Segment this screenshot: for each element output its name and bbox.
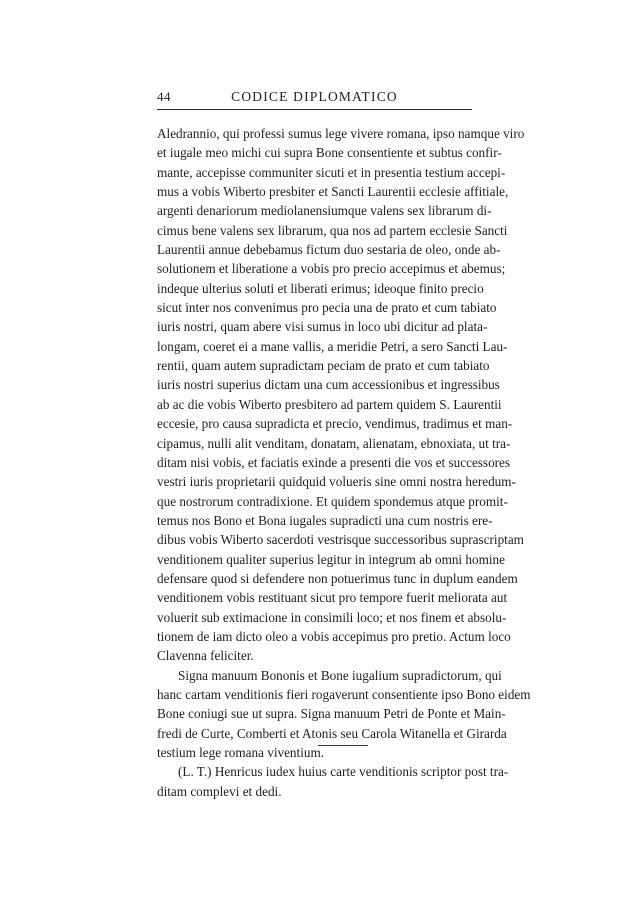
running-title: CODICE DIPLOMATICO [231,89,398,104]
text-line: temus nos Bono et Bona iugales supradicti una cum nostris ere- [157,512,493,528]
text-line: cimus bene valens sex librarum, qua nos ad partem ecclesie Sancti [157,222,508,238]
text-line: ab ac die vobis Wiberto presbitero ad partem quidem S. Laurentii [157,396,502,412]
text-line: testium lege romana viventium. [157,745,325,760]
text-line: iuris nostri, quam abere visi sumus in loco ubi dicitur ad plata- [157,319,488,335]
closing-rule [318,745,368,746]
header-rule [157,109,472,110]
text-line: venditionem qualiter superius legitur in integrum ab omni homine [157,551,505,567]
charter-text [157,124,531,801]
text-line: Bone coniugi sue ut supra. Signa manuum Petri de Ponte et Main- [157,706,506,722]
text-line: argenti denariorum mediolanensiumque valens sex librarum di- [157,203,492,219]
text-line: rentii, quam autem supradictam peciam de prato et cum tabiato [157,358,490,374]
text-line: venditionem vobis restituant sicut pro tempore fuerit meliorata aut [157,590,508,606]
text-line: mante, accepisse communiter sicuti et in presentia testium accepi- [157,164,506,180]
text-line: iuris nostri superius dictam una cum accessionibus et ingressibus [157,377,500,393]
text-line: Aledrannio, qui professi sumus lege vivere romana, ipso namque viro [157,126,525,141]
text-line: defensare quod si defendere non potuerimus tunc in duplum eandem [157,570,518,586]
text-line: hanc cartam venditionis fieri rogaverunt consentiente ipso Bono eidem [157,686,531,702]
text-line: cipamus, nulli alit venditam, donatam, alienatam, ebnoxiata, ut tra- [157,435,511,451]
text-line: longam, coeret ei a mane vallis, a meridie Petri, a sero Sancti Lau- [157,338,508,354]
text-line: vestri iuris proprietarii quidquid volueris sine omni nostra heredum- [157,474,516,490]
text-line: dibus vobis Wiberto sacerdoti vestrisque successoribus suprascriptam [157,532,524,548]
text-line: Clavenna feliciter. [157,648,254,664]
page-number: 44 [157,89,171,104]
page-header [157,87,472,109]
text-line: tionem de iam dicto oleo a vobis accepimus pro pretio. Actum loco [157,628,511,644]
text-line: que nostrorum contradixione. Et quidem spondemus atque promit- [157,493,508,509]
text-line: eccesie, pro causa supradicta et precio, vendimus, tradimus et man- [157,416,513,432]
text-line: ditam nisi vobis, et faciatis exinde a presenti die vos et successores [157,454,511,470]
text-line: et iugale meo michi cui supra Bone consentiente et subtus confir- [157,145,502,161]
text-line: mus a vobis Wiberto presbiter et Sancti Laurentii ecclesie affitiale, [157,184,509,200]
text-line: Laurentii annue debebamus fictum duo sestaria de oleo, onde ab- [157,242,501,258]
text-line: ditam complevi et dedi. [157,783,282,799]
text-line: indeque ulterius soluti et liberati erimus; ideoque finito precio [157,280,484,296]
text-line: solutionem et liberatione a vobis pro precio accepimus et abemus; [157,261,506,277]
text-line: fredi de Curte, Comberti et Atonis seu Carola Witanella et Girarda [157,725,507,741]
text-line: sicut inter nos convenimus pro pecia una de prato et cum tabiato [157,300,497,316]
text-line: voluerit sub extimacione in consimili loco; et nos finem et absolu- [157,609,507,625]
text-line: Signa manuum Bononis et Bone iugalium supradictorum, qui [178,667,502,683]
text-line: (L. T.) Henricus iudex huius carte venditionis scriptor post tra- [178,764,509,780]
